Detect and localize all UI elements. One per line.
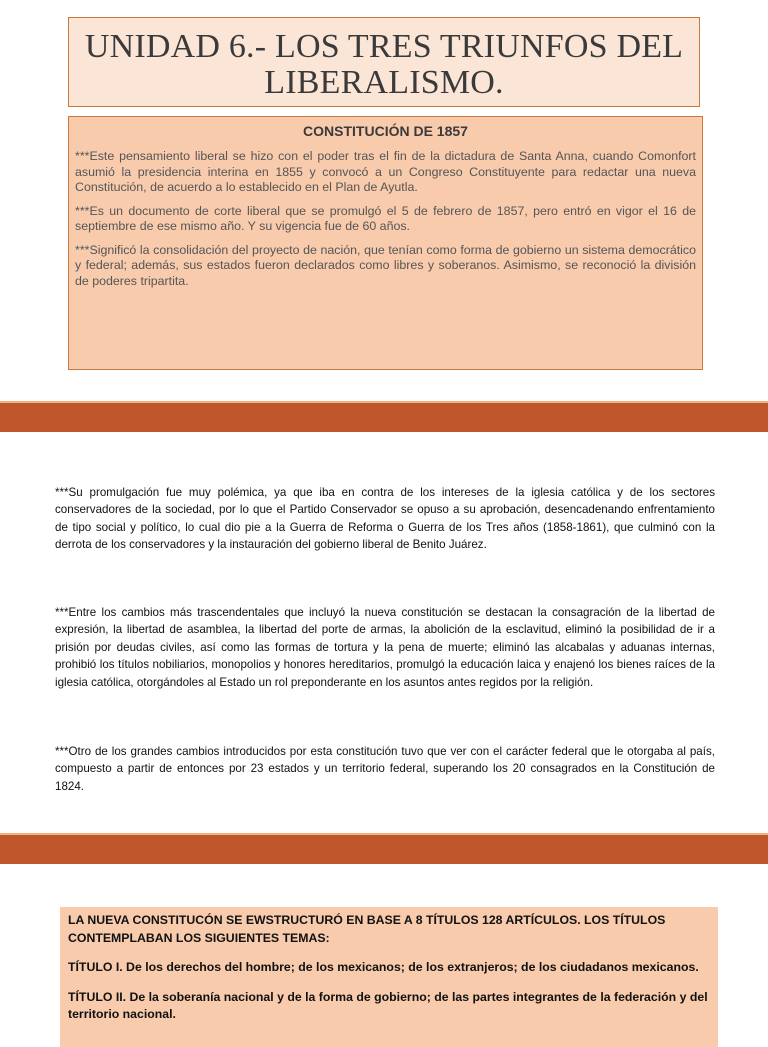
constitution-paragraph-2: ***Es un documento de corte liberal que se promulgó el 5 de febrero de 1857, pero entró en vigor el 16 de septiembre de ese mismo año. Y su vigencia fue de 60 años.: [75, 203, 696, 233]
constitution-paragraph-3: ***Significó la consolidación del proyecto de nación, que tenían como forma de gobierno un sistema democrático y federal; además, sus estados fueron declarados como libres y soberanos. Asimismo, se reconoció la división de poderes tripartita.: [75, 242, 696, 288]
constitution-heading: CONSTITUCIÓN DE 1857: [303, 123, 468, 139]
body-paragraph-1: ***Su promulgación fue muy polémica, ya que iba en contra de los intereses de la iglesia católica y de los sectores conservadores de la sociedad, por lo que el Partido Conservador se opuso a su aprobación, desencadenando enfrentamiento de tipo social y político, lo cual dio pie a la Guerra de Reforma o Guerra de los Tres años (1858-1861), que culminó con la derrota de los conservadores y la instauración del gobierno liberal de Benito Juárez.: [55, 486, 715, 552]
body-paragraph-3: ***Otro de los grandes cambios introducidos por esta constitución tuvo que ver con el carácter federal que le otorgaba al país, compuesto a partir de entonces por 23 estados y un territorio federal, superando los 20 consagrados en la Constitución de 1824.: [55, 745, 715, 793]
page-title: UNIDAD 6.- LOS TRES TRIUNFOS DEL LIBERALISMO.: [84, 28, 684, 101]
title-box: [68, 17, 700, 107]
body-paragraph-2: ***Entre los cambios más trascendentales que incluyó la nueva constitución se destacan la consagración de la libertad de expresión, la libertad de asamblea, la libertad del porte de armas, la abolición de la esclavitud, eliminó la posibilidad de ir a prisión por deudas civiles, así como las formas de tortura y la pena de muerte; eliminó las alcabalas y aduanas internas, prohibió los títulos nobiliarios, monopolios y honores hereditarios, promulgó la educación laica y enajenó los bienes raíces de la iglesia católica, otorgándoles al Estado un rol preponderante en los asuntos antes regidos por la religión.: [55, 606, 715, 689]
slide-divider-band-2: [0, 833, 768, 864]
title-item-1: TÍTULO I. De los derechos del hombre; de los mexicanos; de los extranjeros; de los ciudadanos mexicanos.: [68, 960, 699, 974]
constitution-paragraph-1: ***Este pensamiento liberal se hizo con el poder tras el fin de la dictadura de Santa Anna, cuando Comonfort asumió la presidencia interina en 1855 y convocó a un Congreso Constituyente para redactar una nueva Constitución, de acuerdo a lo establecido en el Plan de Ayutla.: [75, 149, 696, 194]
slide-divider-band-1: [0, 401, 768, 432]
titles-box: [60, 907, 718, 1047]
titles-intro: LA NUEVA CONSTITUCÓN SE EWSTRUCTURÓ EN BASE A 8 TÍTULOS 128 ARTÍCULOS. LOS TÍTULOS CONTEMPLABAN LOS SIGUIENTES TEMAS:: [68, 913, 666, 945]
title-item-2: TÍTULO II. De la soberanía nacional y de la forma de gobierno; de las partes integrantes de la federación y del territorio nacional.: [68, 989, 708, 1021]
band-top-stripe: [0, 833, 768, 835]
band-top-stripe: [0, 401, 768, 403]
constitution-box: [68, 116, 703, 370]
